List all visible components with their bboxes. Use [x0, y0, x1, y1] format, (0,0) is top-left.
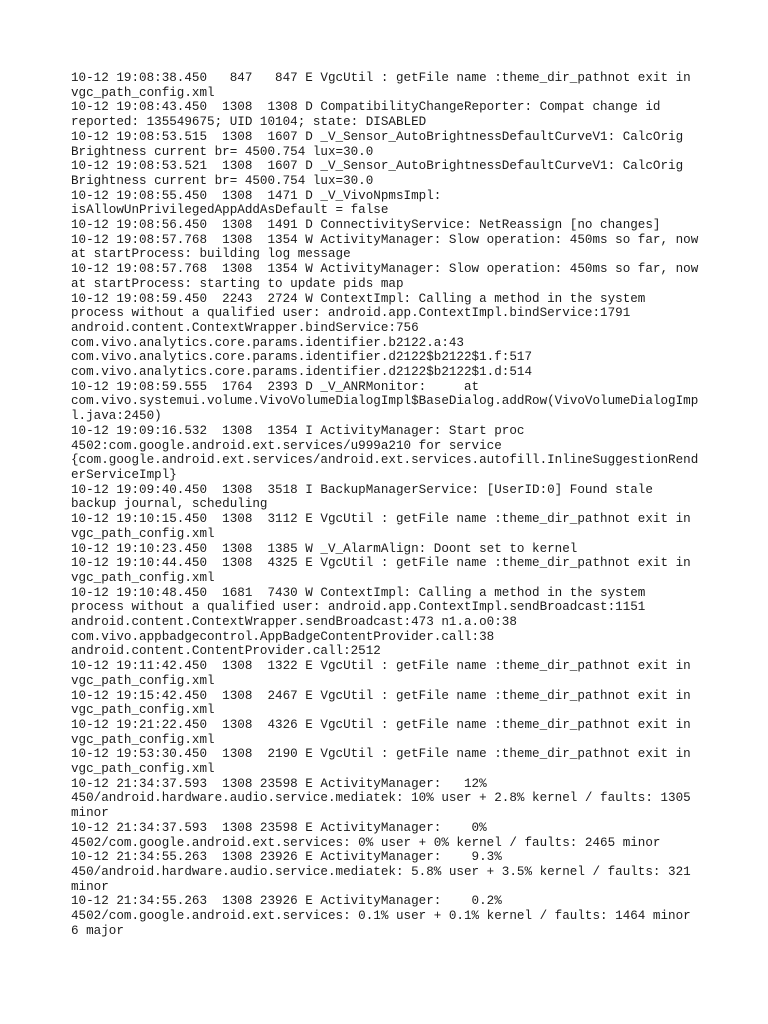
log-line: Brightness current br= 4500.754 lux=30.0: [71, 173, 374, 188]
log-line: 10-12 19:09:16.532 1308 1354 I ActivityManager: Start proc: [71, 423, 525, 438]
log-line: com.vivo.analytics.core.params.identifier.b2122.a:43: [71, 335, 464, 350]
log-line: l.java:2450): [71, 409, 162, 424]
log-line: vgc_path_config.xml: [71, 762, 215, 777]
log-line: at startProcess: starting to update pids map: [71, 276, 404, 291]
log-line: 10-12 19:08:56.450 1308 1491 D ConnectivityService: NetReassign [no changes]: [71, 218, 661, 233]
log-line: 6 major: [71, 923, 124, 938]
log-line: vgc_path_config.xml: [71, 526, 215, 541]
log-line: com.vivo.systemui.volume.VivoVolumeDialogImpl$BaseDialog.addRow(VivoVolumeDialogImp: [71, 394, 699, 409]
log-line: 10-12 19:08:53.521 1308 1607 D _V_Sensor_AutoBrightnessDefaultCurveV1: CalcOrig: [71, 159, 684, 174]
log-line: com.vivo.analytics.core.params.identifier.d2122$b2122$1.f:517: [71, 350, 533, 365]
log-line: 10-12 19:10:15.450 1308 3112 E VgcUtil : getFile name :theme_dir_pathnot exit in: [71, 512, 691, 527]
log-document: [71, 71, 711, 938]
log-line: minor: [71, 806, 109, 821]
log-line: 10-12 19:08:43.450 1308 1308 D CompatibilityChangeReporter: Compat change id: [71, 100, 661, 115]
log-line: 10-12 19:09:40.450 1308 3518 I BackupManagerService: [UserID:0] Found stale: [71, 482, 653, 497]
log-line: android.content.ContextWrapper.bindService:756: [71, 320, 419, 335]
log-line: android.content.ContentProvider.call:2512: [71, 644, 381, 659]
log-line: minor: [71, 879, 109, 894]
log-line: 10-12 19:08:53.515 1308 1607 D _V_Sensor_AutoBrightnessDefaultCurveV1: CalcOrig: [71, 129, 684, 144]
log-line: com.vivo.analytics.core.params.identifier.d2122$b2122$1.d:514: [71, 365, 533, 380]
log-line: 10-12 19:11:42.450 1308 1322 E VgcUtil : getFile name :theme_dir_pathnot exit in: [71, 659, 691, 674]
log-line: 10-12 19:21:22.450 1308 4326 E VgcUtil : getFile name :theme_dir_pathnot exit in: [71, 717, 691, 732]
log-line: 10-12 19:08:59.450 2243 2724 W ContextImpl: Calling a method in the system: [71, 291, 646, 306]
log-line: 10-12 19:08:38.450 847 847 E VgcUtil : getFile name :theme_dir_pathnot exit in: [71, 71, 691, 85]
log-line: 10-12 21:34:37.593 1308 23598 E ActivityManager: 0%: [71, 820, 487, 835]
log-line: 4502:com.google.android.ext.services/u999a210 for service: [71, 438, 502, 453]
log-line: vgc_path_config.xml: [71, 673, 215, 688]
log-line: 10-12 21:34:55.263 1308 23926 E ActivityManager: 0.2%: [71, 894, 502, 909]
log-line: 10-12 19:10:44.450 1308 4325 E VgcUtil : getFile name :theme_dir_pathnot exit in: [71, 556, 691, 571]
log-line: 10-12 19:08:57.768 1308 1354 W ActivityManager: Slow operation: 450ms so far, now: [71, 262, 699, 277]
log-line: 10-12 19:53:30.450 1308 2190 E VgcUtil : getFile name :theme_dir_pathnot exit in: [71, 747, 691, 762]
log-line: 10-12 19:08:57.768 1308 1354 W ActivityManager: Slow operation: 450ms so far, now: [71, 232, 699, 247]
log-line: isAllowUnPrivilegedAppAddAsDefault = false: [71, 203, 389, 218]
log-line: process without a qualified user: android.app.ContextImpl.bindService:1791: [71, 306, 631, 321]
log-line: 450/android.hardware.audio.service.mediatek: 5.8% user + 3.5% kernel / faults: 321: [71, 864, 691, 879]
log-line: 450/android.hardware.audio.service.mediatek: 10% user + 2.8% kernel / faults: 1305: [71, 791, 691, 806]
log-line: {com.google.android.ext.services/android.ext.services.autofill.InlineSuggestionRend: [71, 453, 699, 468]
log-line: 4502/com.google.android.ext.services: 0% user + 0% kernel / faults: 2465 minor: [71, 835, 661, 850]
log-line: android.content.ContextWrapper.sendBroadcast:473 n1.a.o0:38: [71, 615, 517, 630]
log-line: 10-12 19:15:42.450 1308 2467 E VgcUtil : getFile name :theme_dir_pathnot exit in: [71, 688, 691, 703]
log-line: vgc_path_config.xml: [71, 732, 215, 747]
log-line: reported: 135549675; UID 10104; state: DISABLED: [71, 115, 427, 130]
log-line: 10-12 19:08:59.555 1764 2393 D _V_ANRMonitor: at: [71, 379, 480, 394]
log-line: 10-12 21:34:37.593 1308 23598 E ActivityManager: 12%: [71, 776, 487, 791]
log-line: vgc_path_config.xml: [71, 85, 215, 100]
log-line: erServiceImpl}: [71, 467, 177, 482]
log-line: vgc_path_config.xml: [71, 703, 215, 718]
log-line: 4502/com.google.android.ext.services: 0.1% user + 0.1% kernel / faults: 1464 minor: [71, 909, 691, 924]
log-line: vgc_path_config.xml: [71, 570, 215, 585]
log-line: 10-12 19:10:48.450 1681 7430 W ContextImpl: Calling a method in the system: [71, 585, 646, 600]
log-line: at startProcess: building log message: [71, 247, 351, 262]
log-line: backup journal, scheduling: [71, 497, 268, 512]
log-line: 10-12 19:08:55.450 1308 1471 D _V_VivoNpmsImpl:: [71, 188, 442, 203]
log-line: 10-12 19:10:23.450 1308 1385 W _V_AlarmAlign: Doont set to kernel: [71, 541, 578, 556]
log-line: process without a qualified user: android.app.ContextImpl.sendBroadcast:1151: [71, 600, 646, 615]
log-line: 10-12 21:34:55.263 1308 23926 E ActivityManager: 9.3%: [71, 850, 502, 865]
log-line: Brightness current br= 4500.754 lux=30.0: [71, 144, 374, 159]
log-line: com.vivo.appbadgecontrol.AppBadgeContentProvider.call:38: [71, 629, 495, 644]
